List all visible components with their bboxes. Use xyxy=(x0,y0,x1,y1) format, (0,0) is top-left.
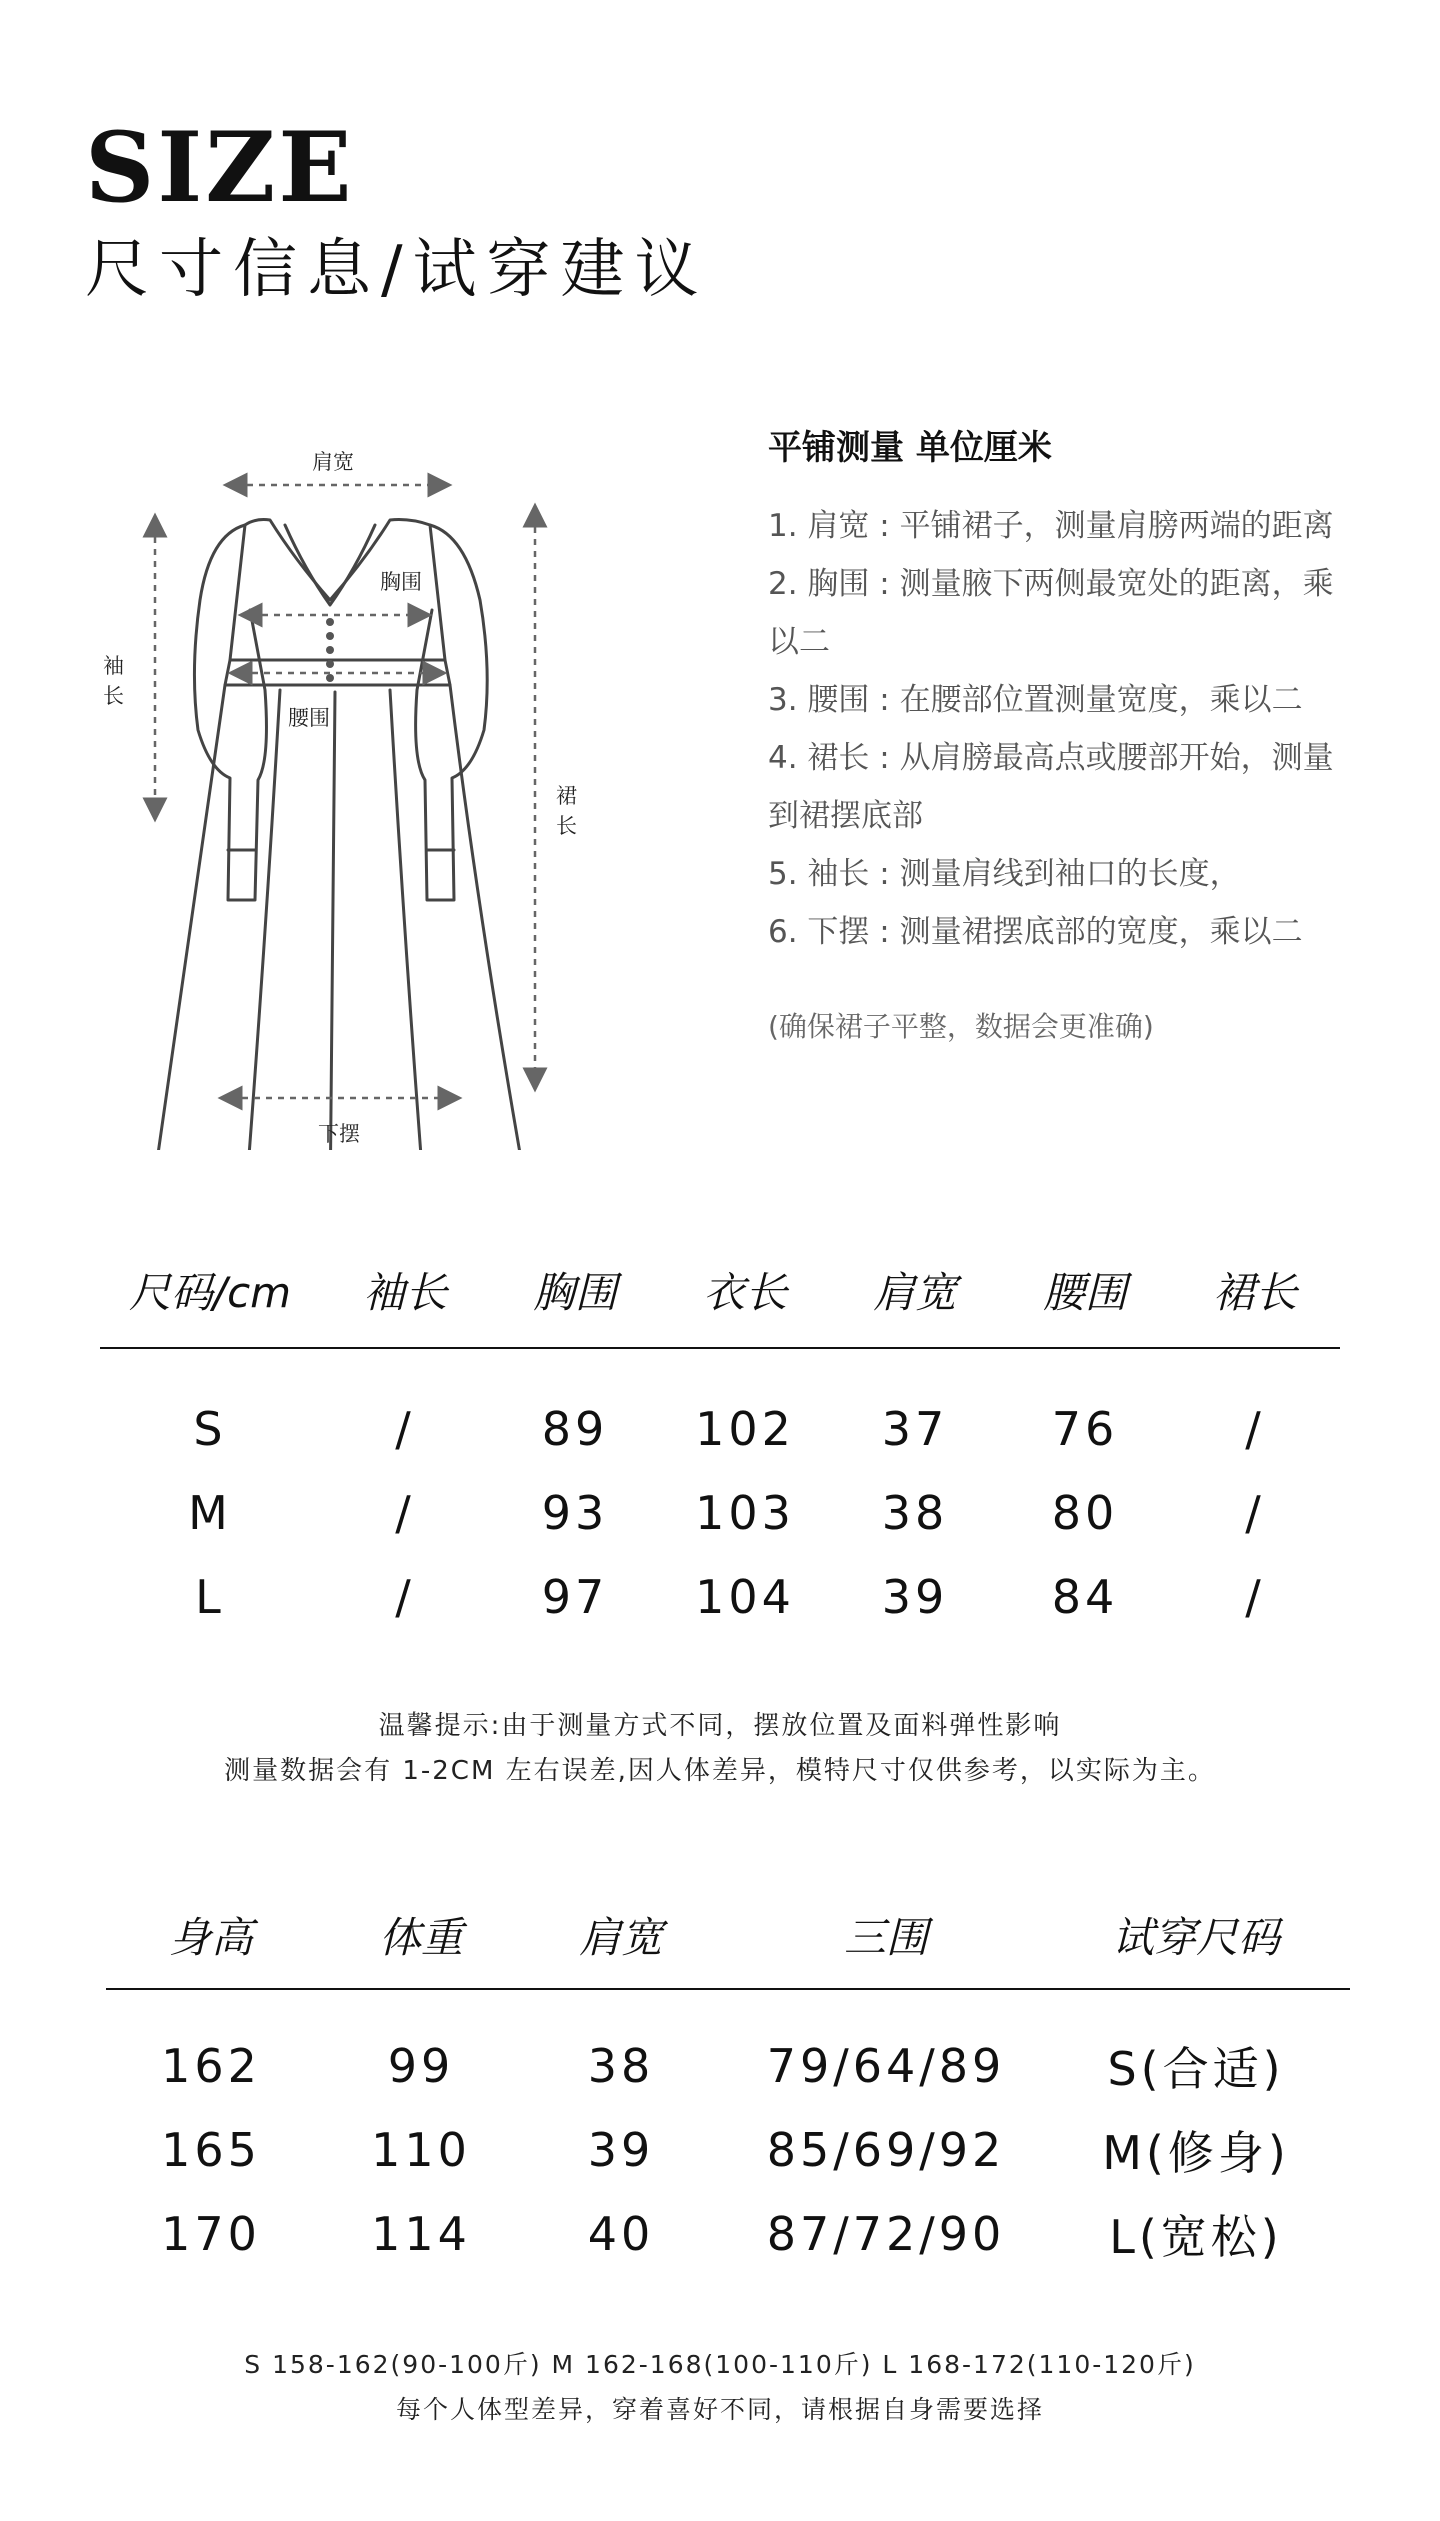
header-cell: 腰围 xyxy=(1042,1268,1127,1317)
table-cell: L xyxy=(195,1570,225,1624)
table-cell: 97 xyxy=(541,1570,609,1624)
note-line: 1. 肩宽 : 平铺裙子，测量肩膀两端的距离 xyxy=(768,508,1334,544)
table-cell: 162 xyxy=(161,2039,261,2093)
fit-table-header xyxy=(106,1900,1350,1970)
table-divider xyxy=(106,1988,1350,1990)
table-cell: 170 xyxy=(161,2207,261,2261)
dress-measurement-diagram xyxy=(80,430,620,1150)
label-shoulder: 肩宽 xyxy=(312,450,354,474)
fit-advice: 每个人体型差异，穿着喜好不同，请根据自身需要选择 xyxy=(395,2395,1044,2424)
table-cell: 76 xyxy=(1051,1402,1119,1456)
header-cell: 三围 xyxy=(843,1913,928,1962)
table-cell: 104 xyxy=(695,1570,795,1624)
table-cell: 87/72/90 xyxy=(766,2207,1006,2261)
header-cell: 肩宽 xyxy=(578,1913,663,1962)
table-cell: 165 xyxy=(161,2123,261,2177)
notes-footnote: (确保裙子平整，数据会更准确) xyxy=(768,1010,1154,1043)
table-cell: 38 xyxy=(881,1486,949,1540)
note-line: 6. 下摆 : 测量裙摆底部的宽度，乘以二 xyxy=(768,914,1303,950)
note-line: 4. 裙长 : 从肩膀最高点或腰部开始，测量 xyxy=(768,740,1334,776)
header-cell: 身高 xyxy=(168,1913,253,1962)
header-cell: 裙长 xyxy=(1212,1268,1297,1317)
table-cell: / xyxy=(1245,1570,1265,1624)
table-divider xyxy=(100,1347,1340,1349)
table-cell: / xyxy=(1245,1486,1265,1540)
table-row xyxy=(106,2024,1350,2108)
table-row xyxy=(106,2192,1350,2276)
table-row xyxy=(100,1387,1340,1471)
size-table xyxy=(100,1255,1340,1639)
table-cell: 37 xyxy=(881,1402,949,1456)
table-cell: S(合适) xyxy=(1107,2042,1285,2096)
label-hem: 下摆 xyxy=(318,1122,360,1146)
label-sleeve-top: 袖 xyxy=(103,654,124,678)
label-sleeve-bottom: 长 xyxy=(103,684,124,708)
table-cell: 40 xyxy=(587,2207,655,2261)
table-cell: 38 xyxy=(587,2039,655,2093)
table-cell: L(宽松) xyxy=(1109,2210,1283,2264)
size-title: SIZE xyxy=(85,111,355,224)
table-cell: / xyxy=(395,1402,415,1456)
size-subtitle: 尺寸信息/试穿建议 xyxy=(85,233,709,307)
notes-heading: 平铺测量 单位厘米 xyxy=(768,428,1052,468)
table-row xyxy=(100,1555,1340,1639)
note-line: 5. 袖长 : 测量肩线到袖口的长度， xyxy=(768,856,1241,892)
size-table-header xyxy=(100,1255,1340,1325)
tip-line-2: 测量数据会有 1-2CM 左右误差,因人体差异，模特尺寸仅供参考，以实际为主。 xyxy=(224,1756,1216,1786)
table-cell: 39 xyxy=(881,1570,949,1624)
note-line: 2. 胸围 : 测量腋下两侧最宽处的距离，乘 xyxy=(768,566,1334,602)
fit-table xyxy=(106,1900,1350,2276)
table-cell: / xyxy=(395,1570,415,1624)
note-line: 3. 腰围 : 在腰部位置测量宽度，乘以二 xyxy=(768,682,1303,718)
table-cell: 85/69/92 xyxy=(766,2123,1006,2177)
header-cell: 袖长 xyxy=(362,1268,447,1317)
table-cell: 89 xyxy=(541,1402,609,1456)
table-cell: 102 xyxy=(695,1402,795,1456)
header-cell: 胸围 xyxy=(532,1268,617,1317)
table-cell: 114 xyxy=(371,2207,471,2261)
label-skirt-bottom: 长 xyxy=(556,814,577,838)
table-cell: 80 xyxy=(1051,1486,1119,1540)
header-cell: 肩宽 xyxy=(872,1268,957,1317)
label-waist: 腰围 xyxy=(288,706,330,730)
size-weight-guide: S 158-162(90-100斤) M 162-168(100-110斤) L 168-172(110-120斤) xyxy=(244,2350,1196,2379)
note-line: 到裙摆底部 xyxy=(768,798,923,834)
table-row xyxy=(106,2108,1350,2192)
table-cell: 84 xyxy=(1051,1570,1119,1624)
table-cell: 39 xyxy=(587,2123,655,2177)
note-line: 以二 xyxy=(768,624,830,660)
label-skirt-top: 裙 xyxy=(556,784,577,808)
table-cell: S xyxy=(193,1402,227,1456)
table-cell: 93 xyxy=(541,1486,609,1540)
tip-line-1: 温馨提示:由于测量方式不同，摆放位置及面料弹性影响 xyxy=(378,1711,1062,1741)
label-chest: 胸围 xyxy=(380,570,422,594)
header-cell: 体重 xyxy=(378,1913,463,1962)
table-cell: 79/64/89 xyxy=(766,2039,1006,2093)
header-cell: 尺码/cm xyxy=(128,1268,292,1317)
table-cell: 103 xyxy=(695,1486,795,1540)
measurement-notes xyxy=(768,420,1388,1045)
header-cell: 衣长 xyxy=(702,1268,787,1317)
table-cell: 99 xyxy=(387,2039,455,2093)
table-cell: 110 xyxy=(371,2123,471,2177)
table-row xyxy=(100,1471,1340,1555)
table-cell: M xyxy=(188,1486,232,1540)
table-cell: / xyxy=(1245,1402,1265,1456)
table-cell: M(修身) xyxy=(1102,2126,1290,2180)
table-cell: / xyxy=(395,1486,415,1540)
header-cell: 试穿尺码 xyxy=(1111,1913,1280,1962)
